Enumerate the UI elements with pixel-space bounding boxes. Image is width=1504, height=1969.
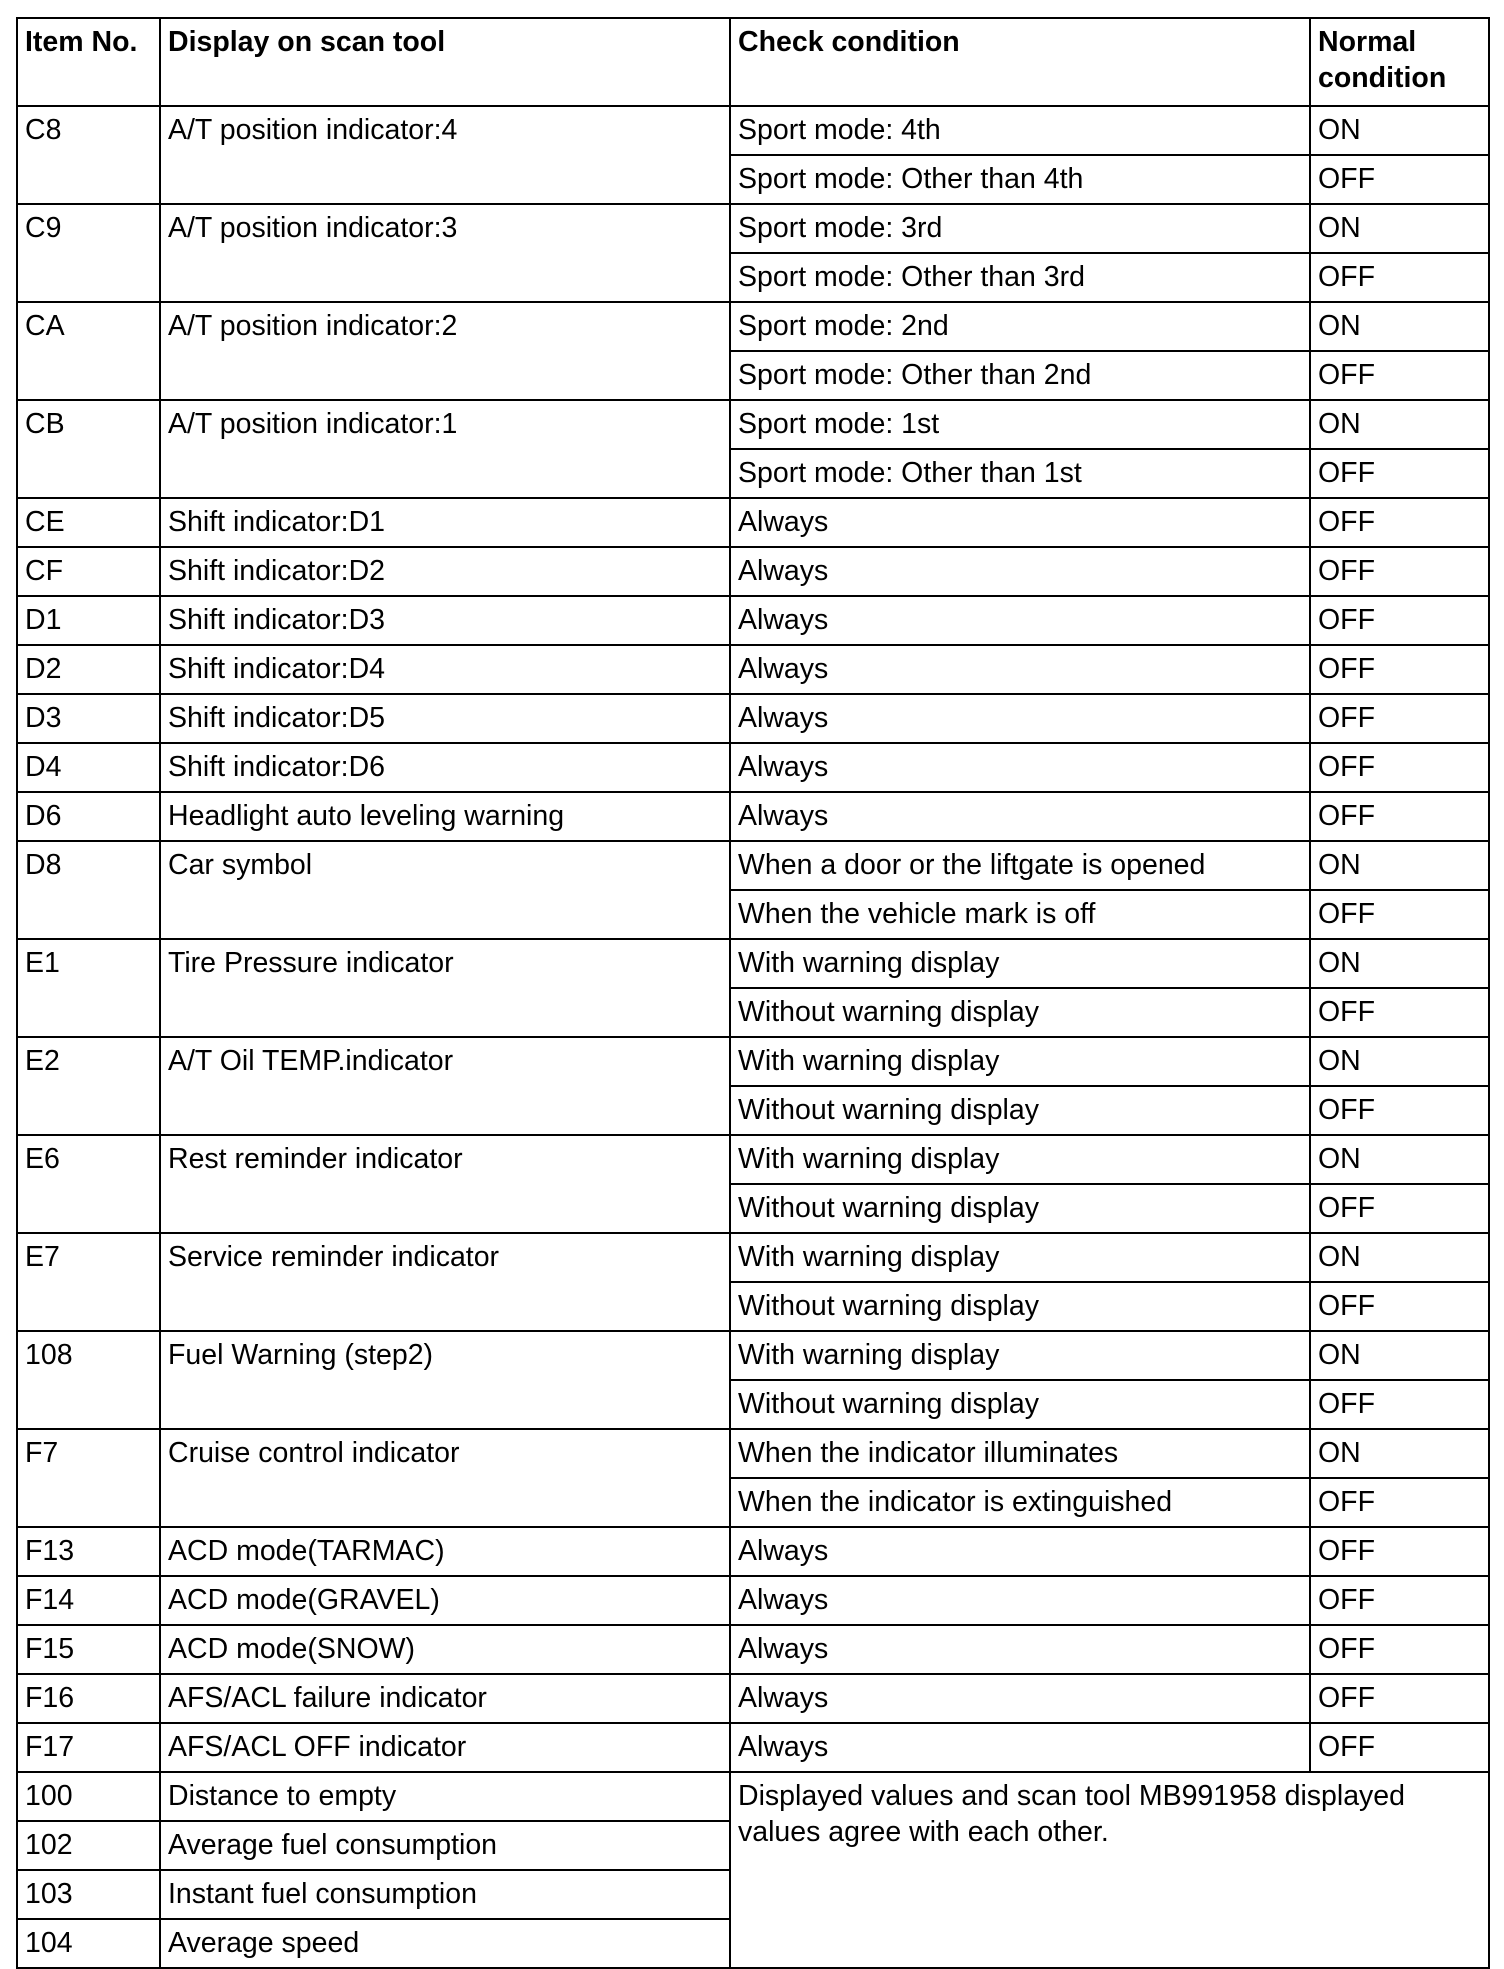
item-no-cell: F13 (17, 1527, 160, 1576)
display-cell: AFS/ACL OFF indicator (160, 1723, 730, 1772)
check-condition-cell: Always (730, 1576, 1310, 1625)
item-no-cell: D3 (17, 694, 160, 743)
display-cell: Shift indicator:D6 (160, 743, 730, 792)
normal-condition-cell: OFF (1310, 694, 1489, 743)
table-row (17, 1429, 1489, 1478)
normal-condition-cell: OFF (1310, 1723, 1489, 1772)
normal-condition-cell: ON (1310, 1331, 1489, 1380)
scan-tool-data-table (16, 17, 1490, 1969)
table-row (17, 743, 1489, 792)
display-cell: ACD mode(GRAVEL) (160, 1576, 730, 1625)
normal-condition-cell: ON (1310, 400, 1489, 449)
item-no-cell: CB (17, 400, 160, 498)
normal-condition-cell: OFF (1310, 253, 1489, 302)
display-cell: A/T position indicator:2 (160, 302, 730, 400)
check-condition-cell: Always (730, 1674, 1310, 1723)
check-condition-cell: Always (730, 1527, 1310, 1576)
item-no-cell: E1 (17, 939, 160, 1037)
check-condition-cell: Without warning display (730, 988, 1310, 1037)
check-condition-cell: Always (730, 694, 1310, 743)
item-no-cell: D1 (17, 596, 160, 645)
check-condition-cell: When a door or the liftgate is opened (730, 841, 1310, 890)
table-row (17, 106, 1489, 155)
normal-condition-cell: OFF (1310, 351, 1489, 400)
normal-condition-cell: ON (1310, 1233, 1489, 1282)
display-cell: Cruise control indicator (160, 1429, 730, 1527)
check-condition-cell: With warning display (730, 1233, 1310, 1282)
item-no-cell: C8 (17, 106, 160, 204)
merged-note-cell: Displayed values and scan tool MB991958 displayed values agree with each other. (730, 1772, 1489, 1968)
item-no-cell: E7 (17, 1233, 160, 1331)
normal-condition-cell: OFF (1310, 1674, 1489, 1723)
display-cell: Shift indicator:D2 (160, 547, 730, 596)
normal-condition-cell: OFF (1310, 449, 1489, 498)
check-condition-cell: Without warning display (730, 1380, 1310, 1429)
normal-condition-cell: OFF (1310, 1527, 1489, 1576)
header-check-condition: Check condition (730, 18, 1310, 106)
check-condition-cell: Always (730, 792, 1310, 841)
normal-condition-cell: OFF (1310, 155, 1489, 204)
display-cell: Car symbol (160, 841, 730, 939)
normal-condition-cell: ON (1310, 106, 1489, 155)
check-condition-cell: Without warning display (730, 1282, 1310, 1331)
normal-condition-cell: ON (1310, 1037, 1489, 1086)
display-cell: Fuel Warning (step2) (160, 1331, 730, 1429)
normal-condition-cell: OFF (1310, 547, 1489, 596)
table-row (17, 400, 1489, 449)
check-condition-cell: When the vehicle mark is off (730, 890, 1310, 939)
normal-condition-cell: ON (1310, 939, 1489, 988)
table-row (17, 645, 1489, 694)
table-row (17, 1037, 1489, 1086)
display-cell: ACD mode(SNOW) (160, 1625, 730, 1674)
item-no-cell: F7 (17, 1429, 160, 1527)
check-condition-cell: Without warning display (730, 1086, 1310, 1135)
table-row (17, 1674, 1489, 1723)
check-condition-cell: Always (730, 1723, 1310, 1772)
table-row (17, 1625, 1489, 1674)
normal-condition-cell: OFF (1310, 1625, 1489, 1674)
check-condition-cell: Always (730, 1625, 1310, 1674)
check-condition-cell: Sport mode: Other than 3rd (730, 253, 1310, 302)
display-cell: Average speed (160, 1919, 730, 1968)
display-cell: Shift indicator:D1 (160, 498, 730, 547)
normal-condition-cell: OFF (1310, 1282, 1489, 1331)
check-condition-cell: When the indicator illuminates (730, 1429, 1310, 1478)
check-condition-cell: Sport mode: 4th (730, 106, 1310, 155)
normal-condition-cell: OFF (1310, 1380, 1489, 1429)
table-row (17, 939, 1489, 988)
normal-condition-cell: OFF (1310, 645, 1489, 694)
normal-condition-cell: OFF (1310, 743, 1489, 792)
item-no-cell: E2 (17, 1037, 160, 1135)
display-cell: Shift indicator:D4 (160, 645, 730, 694)
item-no-cell: D6 (17, 792, 160, 841)
display-cell: ACD mode(TARMAC) (160, 1527, 730, 1576)
table-row (17, 841, 1489, 890)
header-item-no: Item No. (17, 18, 160, 106)
table-row (17, 1527, 1489, 1576)
item-no-cell: 100 (17, 1772, 160, 1821)
table-row (17, 204, 1489, 253)
header-display: Display on scan tool (160, 18, 730, 106)
item-no-cell: F15 (17, 1625, 160, 1674)
table-row (17, 1331, 1489, 1380)
check-condition-cell: Always (730, 547, 1310, 596)
check-condition-cell: Always (730, 645, 1310, 694)
check-condition-cell: Sport mode: 3rd (730, 204, 1310, 253)
display-cell: Distance to empty (160, 1772, 730, 1821)
table-row (17, 792, 1489, 841)
normal-condition-cell: ON (1310, 204, 1489, 253)
check-condition-cell: With warning display (730, 939, 1310, 988)
display-cell: A/T position indicator:3 (160, 204, 730, 302)
normal-condition-cell: ON (1310, 302, 1489, 351)
table-row (17, 302, 1489, 351)
table-row (17, 1135, 1489, 1184)
item-no-cell: F14 (17, 1576, 160, 1625)
check-condition-cell: Sport mode: Other than 4th (730, 155, 1310, 204)
normal-condition-cell: OFF (1310, 1184, 1489, 1233)
table-row (17, 596, 1489, 645)
display-cell: A/T position indicator:4 (160, 106, 730, 204)
check-condition-cell: Without warning display (730, 1184, 1310, 1233)
normal-condition-cell: OFF (1310, 1576, 1489, 1625)
table-row (17, 1723, 1489, 1772)
check-condition-cell: With warning display (730, 1037, 1310, 1086)
normal-condition-cell: OFF (1310, 498, 1489, 547)
normal-condition-cell: OFF (1310, 1478, 1489, 1527)
header-normal-condition: Normal condition (1310, 18, 1489, 106)
display-cell: Rest reminder indicator (160, 1135, 730, 1233)
item-no-cell: 104 (17, 1919, 160, 1968)
display-cell: Average fuel consumption (160, 1821, 730, 1870)
item-no-cell: CA (17, 302, 160, 400)
item-no-cell: D4 (17, 743, 160, 792)
check-condition-cell: Sport mode: Other than 1st (730, 449, 1310, 498)
display-cell: A/T position indicator:1 (160, 400, 730, 498)
table-row (17, 1772, 1489, 1821)
item-no-cell: CE (17, 498, 160, 547)
item-no-cell: CF (17, 547, 160, 596)
check-condition-cell: Always (730, 596, 1310, 645)
table-row (17, 498, 1489, 547)
display-cell: AFS/ACL failure indicator (160, 1674, 730, 1723)
normal-condition-cell: OFF (1310, 988, 1489, 1037)
table-row (17, 1233, 1489, 1282)
check-condition-cell: Always (730, 743, 1310, 792)
display-cell: Tire Pressure indicator (160, 939, 730, 1037)
display-cell: Instant fuel consumption (160, 1870, 730, 1919)
display-cell: Shift indicator:D3 (160, 596, 730, 645)
table-row (17, 547, 1489, 596)
display-cell: A/T Oil TEMP.indicator (160, 1037, 730, 1135)
table-row (17, 1576, 1489, 1625)
display-cell: Service reminder indicator (160, 1233, 730, 1331)
item-no-cell: F17 (17, 1723, 160, 1772)
item-no-cell: C9 (17, 204, 160, 302)
item-no-cell: D8 (17, 841, 160, 939)
check-condition-cell: With warning display (730, 1135, 1310, 1184)
item-no-cell: E6 (17, 1135, 160, 1233)
normal-condition-cell: ON (1310, 1429, 1489, 1478)
item-no-cell: D2 (17, 645, 160, 694)
header-row (17, 18, 1489, 106)
check-condition-cell: Sport mode: Other than 2nd (730, 351, 1310, 400)
normal-condition-cell: OFF (1310, 890, 1489, 939)
normal-condition-cell: ON (1310, 841, 1489, 890)
check-condition-cell: With warning display (730, 1331, 1310, 1380)
normal-condition-cell: OFF (1310, 1086, 1489, 1135)
item-no-cell: 102 (17, 1821, 160, 1870)
table-row (17, 694, 1489, 743)
normal-condition-cell: OFF (1310, 596, 1489, 645)
normal-condition-cell: ON (1310, 1135, 1489, 1184)
display-cell: Headlight auto leveling warning (160, 792, 730, 841)
check-condition-cell: Sport mode: 1st (730, 400, 1310, 449)
check-condition-cell: Sport mode: 2nd (730, 302, 1310, 351)
check-condition-cell: When the indicator is extinguished (730, 1478, 1310, 1527)
check-condition-cell: Always (730, 498, 1310, 547)
item-no-cell: 103 (17, 1870, 160, 1919)
item-no-cell: F16 (17, 1674, 160, 1723)
item-no-cell: 108 (17, 1331, 160, 1429)
normal-condition-cell: OFF (1310, 792, 1489, 841)
display-cell: Shift indicator:D5 (160, 694, 730, 743)
